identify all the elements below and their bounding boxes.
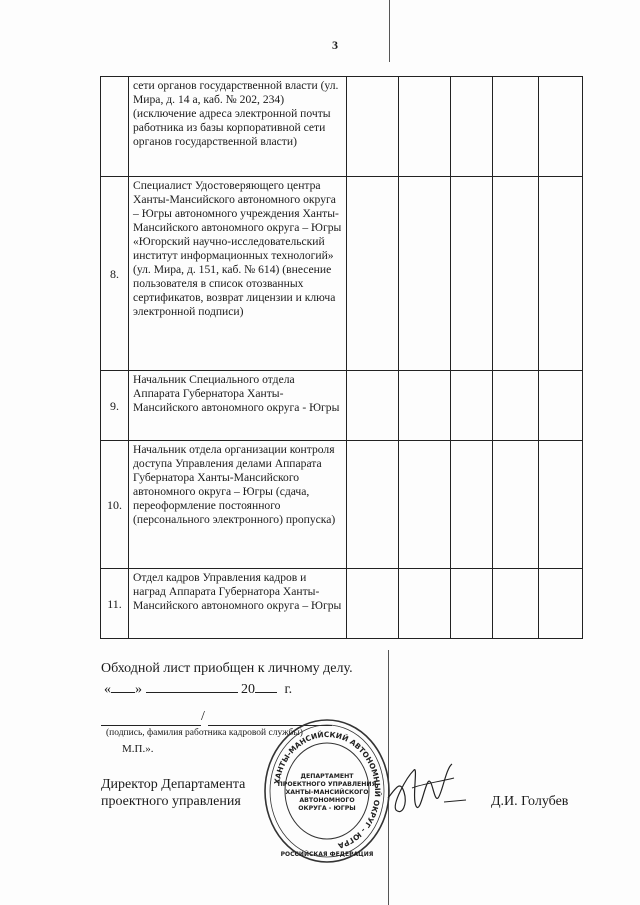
stamp-center-line: АВТОНОМНОГО xyxy=(299,797,355,804)
blank-cell xyxy=(539,441,583,569)
handwritten-signature xyxy=(382,758,472,830)
date-line xyxy=(104,679,292,698)
row-department: Начальник отдела организации контроля доступа Управления делами Аппарата Губернатора Ханты-Мансийского автономного округа – Югры (сдача, переоформление постоянного (персонального электронного) пропуска) xyxy=(129,441,347,569)
table-row xyxy=(101,569,583,639)
blank-cell xyxy=(347,177,399,371)
date-month-blank xyxy=(146,679,238,693)
director-title-line1: Директор Департамента xyxy=(101,777,246,792)
blank-cell xyxy=(399,371,451,441)
blank-cell xyxy=(451,371,493,441)
date-day-blank xyxy=(111,679,135,693)
row-department: сети органов государственной власти (ул. Мира, д. 14 а, каб. № 202, 234) (исключение адреса электронной почты работника из базы корпоративной сети органов государственной власти) xyxy=(129,77,347,177)
date-year-prefix: 20 xyxy=(241,682,255,697)
stamp-bottom-text: РОССИЙСКАЯ ФЕДЕРАЦИЯ xyxy=(280,851,374,858)
blank-cell xyxy=(347,441,399,569)
checklist-table xyxy=(100,76,583,639)
blank-cell xyxy=(399,177,451,371)
attached-note: Обходной лист приобщен к личному делу. xyxy=(101,661,353,676)
blank-cell xyxy=(399,441,451,569)
date-open-quote: « xyxy=(104,682,111,697)
blank-cell xyxy=(493,77,539,177)
blank-cell xyxy=(539,177,583,371)
blank-cell xyxy=(347,371,399,441)
signature-slash: / xyxy=(201,709,205,724)
blank-cell xyxy=(399,569,451,639)
stamp-place-label: М.П.». xyxy=(122,743,154,755)
table-row xyxy=(101,177,583,371)
blank-cell xyxy=(451,77,493,177)
stamp-center-line: ДЕПАРТАМЕНТ xyxy=(300,773,354,780)
blank-cell xyxy=(539,371,583,441)
row-department: Начальник Специального отдела Аппарата Губернатора Ханты-Мансийского автономного округа - Югры xyxy=(129,371,347,441)
row-number: 11. xyxy=(101,569,129,639)
blank-cell xyxy=(451,441,493,569)
signature-line-left xyxy=(101,725,201,726)
table-row xyxy=(101,77,583,177)
row-department: Специалист Удостоверяющего центра Ханты-Мансийского автономного округа – Югры автономного учреждения Ханты-Мансийского автономного округа – Югры «Югорский научно-исследовательский институт информационных технологий» (ул. Мира, д. 151, каб. № 614) (внесение пользователя в список отозванных сертификатов, возврат лицензии и ключа электронной подписи) xyxy=(129,177,347,371)
blank-cell xyxy=(347,77,399,177)
stamp-center-line: ОКРУГА - ЮГРЫ xyxy=(298,805,356,812)
director-title-line2: проектного управления xyxy=(101,794,241,809)
row-number: 10. xyxy=(101,441,129,569)
stamp-ring-text: ХАНТЫ-МАНСИЙСКИЙ АВТОНОМНЫЙ ОКРУГ - ЮГРА xyxy=(272,729,383,851)
stamp-center-line: ХАНТЫ-МАНСИЙСКОГО xyxy=(285,789,369,796)
official-seal-stamp xyxy=(262,716,392,866)
signature-caption: (подпись, фамилия работника кадровой службы) xyxy=(106,728,303,738)
page-number: 3 xyxy=(332,38,338,52)
table-row xyxy=(101,371,583,441)
blank-cell xyxy=(493,569,539,639)
scan-edge-line-top xyxy=(389,0,390,62)
blank-cell xyxy=(539,77,583,177)
row-department: Отдел кадров Управления кадров и наград Аппарата Губернатора Ханты-Мансийского автономного округа – Югры xyxy=(129,569,347,639)
blank-cell xyxy=(493,177,539,371)
stamp-center-line: ПРОЕКТНОГО УПРАВЛЕНИЯ xyxy=(277,781,377,788)
blank-cell xyxy=(347,569,399,639)
director-name: Д.И. Голубев xyxy=(491,794,569,809)
date-close-quote: » xyxy=(135,682,142,697)
blank-cell xyxy=(451,177,493,371)
date-year-suffix: г. xyxy=(284,682,293,697)
blank-cell xyxy=(451,569,493,639)
blank-cell xyxy=(399,77,451,177)
table-row xyxy=(101,441,583,569)
row-number xyxy=(101,77,129,177)
row-number: 8. xyxy=(101,177,129,371)
row-number: 9. xyxy=(101,371,129,441)
blank-cell xyxy=(539,569,583,639)
date-year-blank xyxy=(255,679,277,693)
blank-cell xyxy=(493,441,539,569)
blank-cell xyxy=(493,371,539,441)
